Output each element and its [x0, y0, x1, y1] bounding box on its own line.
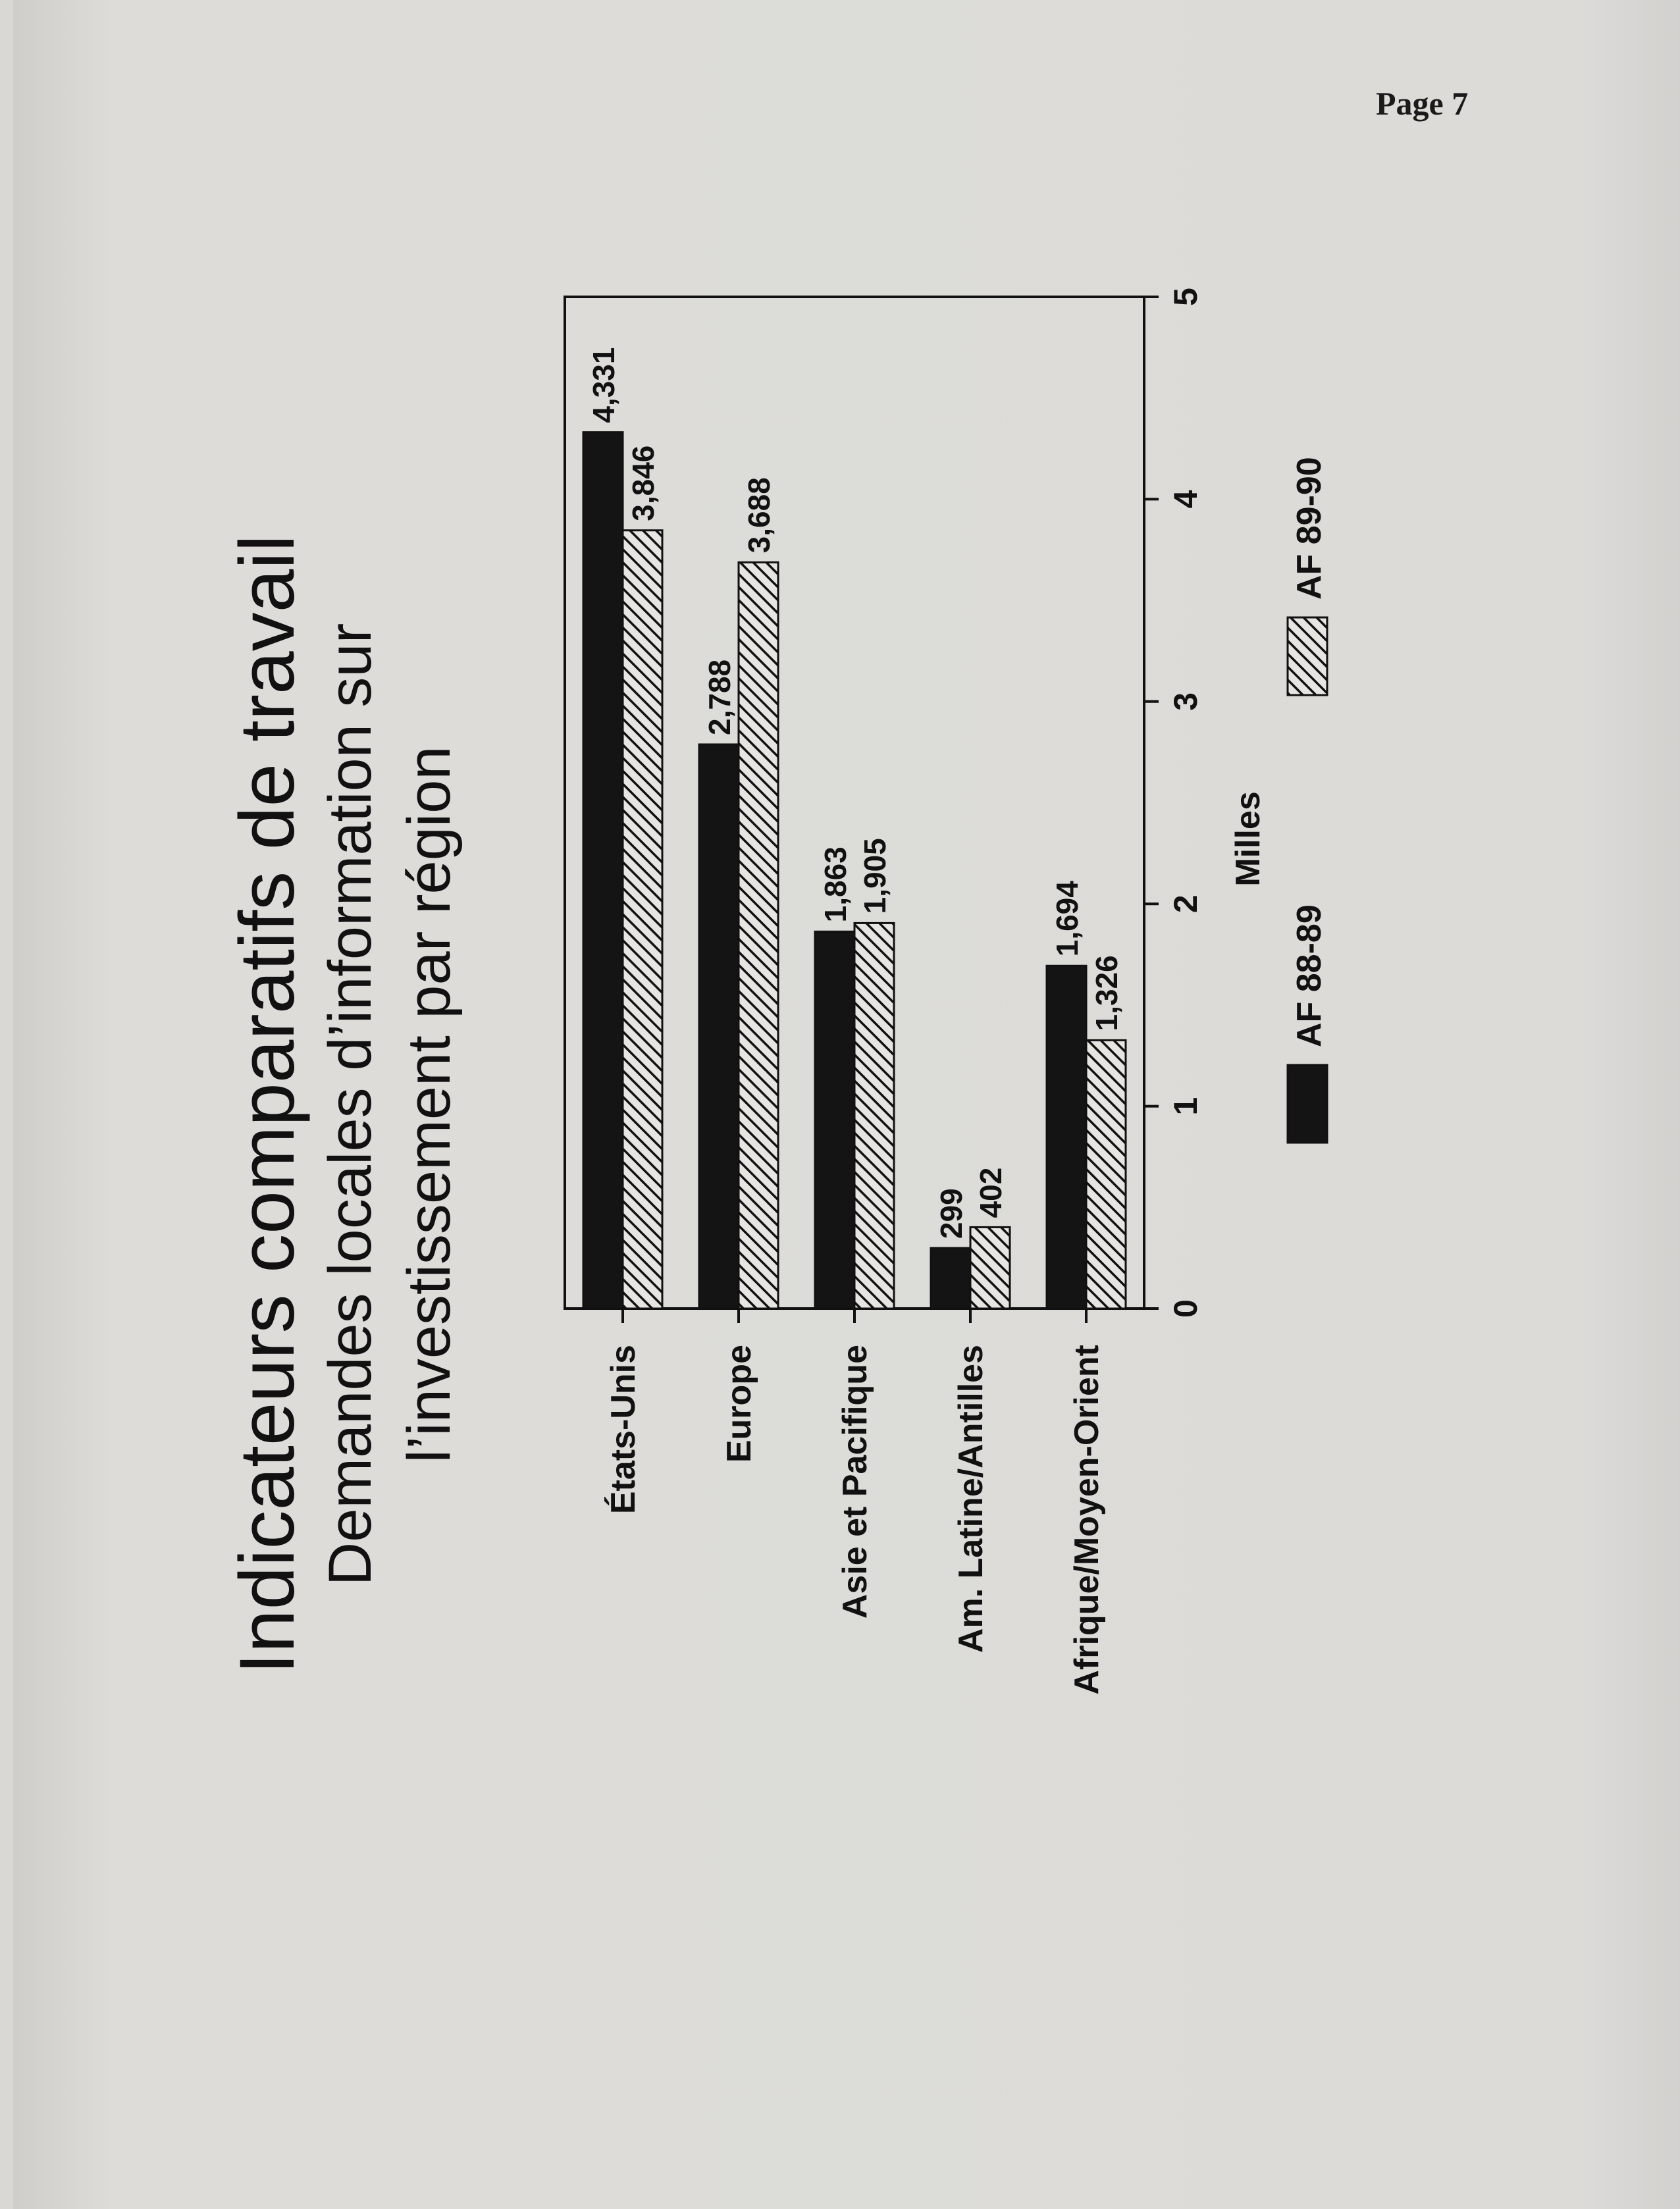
legend-label: AF 88-89 [1290, 904, 1328, 1047]
x-tick-label: 4 [1167, 490, 1204, 509]
x-axis-title: Milles [1229, 791, 1267, 887]
x-tick-label: 5 [1167, 288, 1204, 306]
legend-swatch-af-89-90 [1288, 617, 1327, 695]
category-label: Asie et Pacifique [836, 1345, 874, 1619]
page-number: Page 7 [1376, 85, 1469, 122]
data-label: 3,846 [626, 445, 660, 521]
chart-title: Indicateurs comparatifs de travail [224, 534, 311, 1675]
category-label: Am. Latine/Antilles [952, 1345, 990, 1653]
data-label: 299 [934, 1188, 968, 1239]
data-label: 1,863 [818, 846, 853, 923]
bar-af-89-90 [854, 923, 894, 1309]
chart-figure [13, 0, 1680, 2209]
legend-swatch-af-88-89 [1288, 1065, 1327, 1143]
category-label: Europe [720, 1345, 758, 1463]
bar-af-89-90 [739, 562, 778, 1309]
data-label: 1,326 [1089, 955, 1124, 1031]
bar-af-89-90 [1086, 1040, 1126, 1309]
chart-subtitle-line-2: l’investissement par région [396, 746, 463, 1463]
data-label: 402 [974, 1167, 1008, 1218]
x-tick-label: 0 [1167, 1299, 1204, 1318]
x-tick-label: 2 [1167, 895, 1204, 914]
category-label: États-Unis [604, 1345, 643, 1515]
x-tick-label: 3 [1167, 692, 1204, 711]
bar-af-88-89 [1047, 966, 1086, 1309]
bar-af-89-90 [970, 1227, 1010, 1309]
bar-af-89-90 [623, 531, 662, 1309]
bar-af-88-89 [815, 931, 854, 1309]
data-label: 1,905 [858, 838, 892, 914]
data-label: 1,694 [1050, 881, 1084, 957]
bar-af-88-89 [583, 432, 623, 1309]
bar-chart [13, 0, 1680, 2209]
bar-af-88-89 [699, 744, 739, 1309]
bar-af-88-89 [931, 1248, 970, 1309]
document-page [13, 0, 1680, 2209]
legend-label: AF 89-90 [1290, 457, 1328, 600]
category-label: Afrique/Moyen-Orient [1068, 1345, 1106, 1695]
data-label: 2,788 [702, 659, 737, 735]
data-label: 3,688 [742, 477, 776, 554]
chart-subtitle-line-1: Demandes locales d’information sur [317, 623, 384, 1586]
data-label: 4,331 [587, 347, 621, 423]
x-tick-label: 1 [1167, 1097, 1204, 1116]
